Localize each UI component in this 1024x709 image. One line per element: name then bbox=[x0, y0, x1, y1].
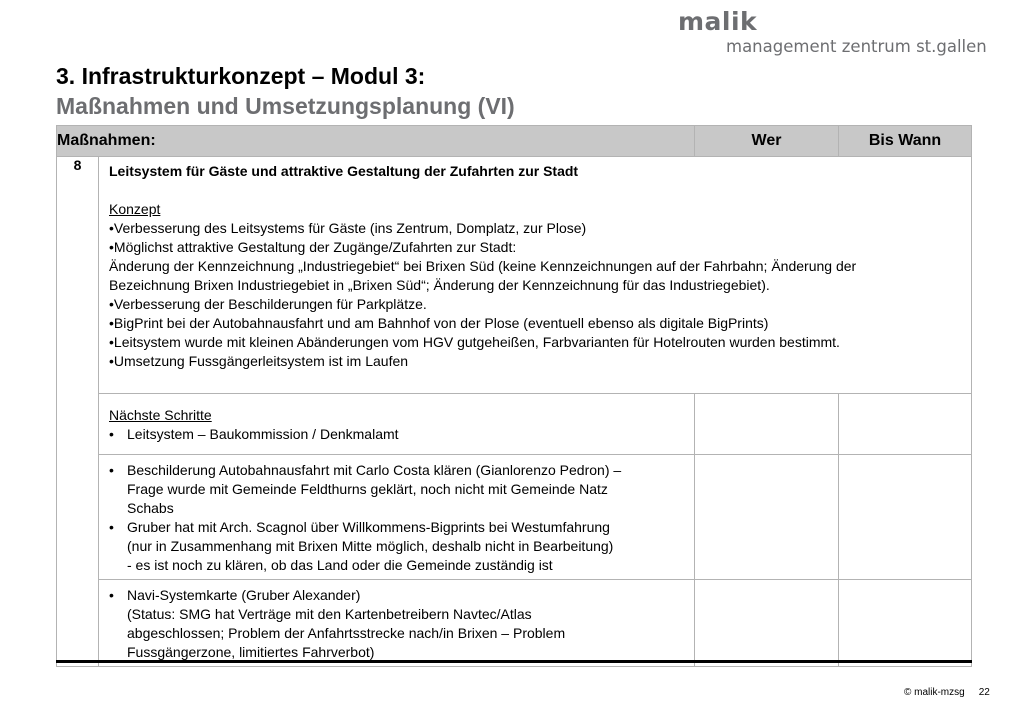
measures-table bbox=[56, 125, 972, 667]
step-item-cont: abgeschlossen; Problem der Anfahrtsstrecke nach/in Brixen – Problem bbox=[127, 625, 566, 641]
column-header-wer: Wer bbox=[695, 126, 839, 157]
bis-wann-cell bbox=[839, 394, 972, 455]
item-number: 8 bbox=[57, 157, 99, 667]
step-item-cont: Fussgängerzone, limitiertes Fahrverbot) bbox=[127, 644, 375, 660]
malik-logo bbox=[678, 7, 987, 58]
steps-cell bbox=[99, 455, 695, 580]
table-bottom-rule bbox=[56, 660, 972, 663]
column-header-massnahmen: Maßnahmen: bbox=[57, 126, 695, 157]
step-item-cont: - es ist noch zu klären, ob das Land oder die Gemeinde zuständig ist bbox=[127, 557, 553, 573]
table-row bbox=[57, 157, 972, 394]
step-item: • Beschilderung Autobahnausfahrt mit Carlo Costa klären (Gianlorenzo Pedron) – bbox=[109, 461, 684, 480]
logo-wordmark: malik bbox=[678, 7, 758, 36]
concept-line: Bezeichnung Brixen Industriegebiet in „Brixen Süd“; Änderung der Kennzeichnung für das Industriegebiet). bbox=[109, 277, 770, 293]
wer-cell bbox=[695, 580, 839, 667]
wer-cell bbox=[695, 394, 839, 455]
concept-cell bbox=[99, 157, 972, 394]
table-header-row bbox=[57, 126, 972, 157]
next-steps-label: Nächste Schritte bbox=[109, 407, 212, 423]
block-heading: Leitsystem für Gäste und attraktive Gestaltung der Zufahrten zur Stadt bbox=[109, 163, 579, 179]
concept-line: •Möglichst attraktive Gestaltung der Zugänge/Zufahrten zur Stadt: bbox=[109, 239, 517, 255]
page-title: 3. Infrastrukturkonzept – Modul 3: bbox=[56, 63, 426, 89]
step-item: • Gruber hat mit Arch. Scagnol über Willkommens-Bigprints bei Westumfahrung bbox=[109, 518, 684, 537]
logo-tagline: management zentrum st.gallen bbox=[726, 37, 987, 56]
step-item-cont: Frage wurde mit Gemeinde Feldthurns geklärt, noch nicht mit Gemeinde Natz bbox=[127, 481, 608, 497]
steps-cell bbox=[99, 580, 695, 667]
concept-line: •Umsetzung Fussgängerleitsystem ist im Laufen bbox=[109, 353, 409, 369]
table-row bbox=[57, 455, 972, 580]
bis-wann-cell bbox=[839, 580, 972, 667]
concept-label: Konzept bbox=[109, 201, 161, 217]
concept-line: •BigPrint bei der Autobahnausfahrt und am Bahnhof von der Plose (eventuell ebenso als digitale BigPrints) bbox=[109, 315, 769, 331]
step-item: • Navi-Systemkarte (Gruber Alexander) bbox=[109, 586, 684, 605]
next-step-item: • Leitsystem – Baukommission / Denkmalamt bbox=[109, 425, 684, 444]
table-row bbox=[57, 394, 972, 455]
page-number: 22 bbox=[978, 687, 990, 698]
table-row bbox=[57, 580, 972, 667]
step-item-cont: (Status: SMG hat Verträge mit den Kartenbetreibern Navtec/Atlas bbox=[127, 606, 532, 622]
bis-wann-cell bbox=[839, 455, 972, 580]
column-header-bis-wann: Bis Wann bbox=[839, 126, 972, 157]
next-steps-cell bbox=[99, 394, 695, 455]
wer-cell bbox=[695, 455, 839, 580]
page-subtitle: Maßnahmen und Umsetzungsplanung (VI) bbox=[56, 93, 515, 119]
footer bbox=[904, 687, 990, 698]
concept-line: Änderung der Kennzeichnung „Industriegebiet“ bei Brixen Süd (keine Kennzeichnungen auf der Fahrbahn; Änderung der bbox=[109, 258, 857, 274]
copyright-text: © malik-mzsg bbox=[904, 687, 965, 698]
concept-line: •Verbesserung des Leitsystems für Gäste (ins Zentrum, Domplatz, zur Plose) bbox=[109, 220, 587, 236]
concept-line: •Leitsystem wurde mit kleinen Abänderungen vom HGV gutgeheißen, Farbvarianten für Hotelrouten wurden bestimmt. bbox=[109, 334, 840, 350]
step-item-cont: (nur in Zusammenhang mit Brixen Mitte möglich, deshalb nicht in Bearbeitung) bbox=[127, 538, 614, 554]
step-item-cont: Schabs bbox=[127, 500, 174, 516]
concept-line: •Verbesserung der Beschilderungen für Parkplätze. bbox=[109, 296, 427, 312]
